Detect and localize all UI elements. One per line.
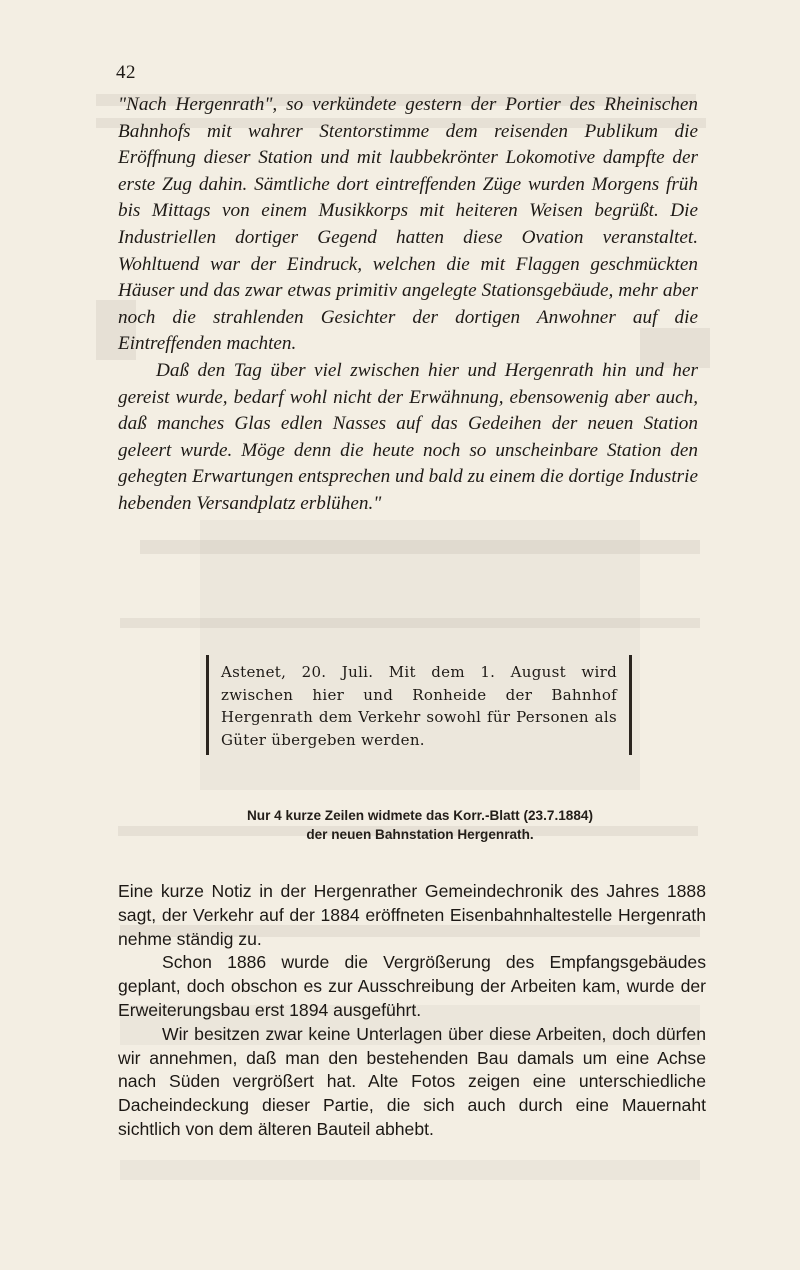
caption-line: der neuen Bahnstation Hergenrath. bbox=[306, 827, 534, 842]
quote-paragraph: "Nach Hergenrath", so verkündete gestern der Portier des Rheinischen Bahnhofs mit wahrer Stentorstimme dem reisenden Publikum die Eröffnung dieser Station und mit laubbekrönter Lokomotive dampfte der erste Zug dahin. Sämtliche dort eintreffenden Züge wurden Morgens früh bis Mittags von einem Musikkorps mit heiteren Weisen begrüßt. Die Industriellen dortiger Gegend hatten diese Ovation veranstaltet. Wohltuend war der Eindruck, welchen die mit Flaggen geschmückten Häuser und das zwar etwas primitiv angelegte Stationsgebäude, mehr aber noch die strahlenden Gesichter der dortigen Anwohner auf die Eintreffenden machten. bbox=[118, 94, 698, 355]
newspaper-clipping bbox=[206, 655, 632, 755]
clipping-caption bbox=[160, 806, 680, 844]
caption-line: Nur 4 kurze Zeilen widmete das Korr.-Blatt (23.7.1884) bbox=[246, 808, 593, 823]
clipping-text: Astenet, 20. Juli. Mit dem 1. August wird zwischen hier und Ronheide der Bahnhof Hergenrath dem Verkehr sowohl für Personen als Güter übergeben werden. bbox=[221, 663, 617, 749]
newspaper-quote bbox=[118, 92, 698, 518]
body-paragraph: Eine kurze Notiz in der Hergenrather Gemeindechronik des Jahres 1888 sagt, der Verkehr auf der 1884 eröffneten Eisenbahnhaltestelle Hergenrath nehme ständig zu. bbox=[118, 881, 706, 949]
body-paragraph: Wir besitzen zwar keine Unterlagen über diese Arbeiten, doch dürfen wir annehmen, daß man den bestehenden Bau damals um eine Achse nach Süden vergrößert hat. Alte Fotos zeigen eine unterschiedliche Dacheindeckung dieser Partie, die sich auch durch eine Mauernaht sichtlich von dem älteren Bauteil abhebt. bbox=[118, 1023, 706, 1139]
body-paragraph: Schon 1886 wurde die Vergrößerung des Empfangsgebäudes geplant, doch obschon es zur Ausschreibung der Arbeiten kam, wurde der Erweiterungsbau erst 1894 ausgeführt. bbox=[118, 952, 706, 1020]
quote-paragraph: Daß den Tag über viel zwischen hier und Hergenrath hin und her gereist wurde, bedarf wohl nicht der Erwähnung, ebensowenig aber auch, daß manches Glas edlen Nasses auf das Gedeihen der neuen Station geleert wurde. Möge denn die heute noch so unscheinbare Station den gehegten Erwartungen entsprechen und bald zu einem die dortige Industrie hebenden Versandplatz erblühen." bbox=[118, 359, 698, 514]
body-text bbox=[118, 880, 706, 1142]
page-number: 42 bbox=[116, 62, 136, 83]
